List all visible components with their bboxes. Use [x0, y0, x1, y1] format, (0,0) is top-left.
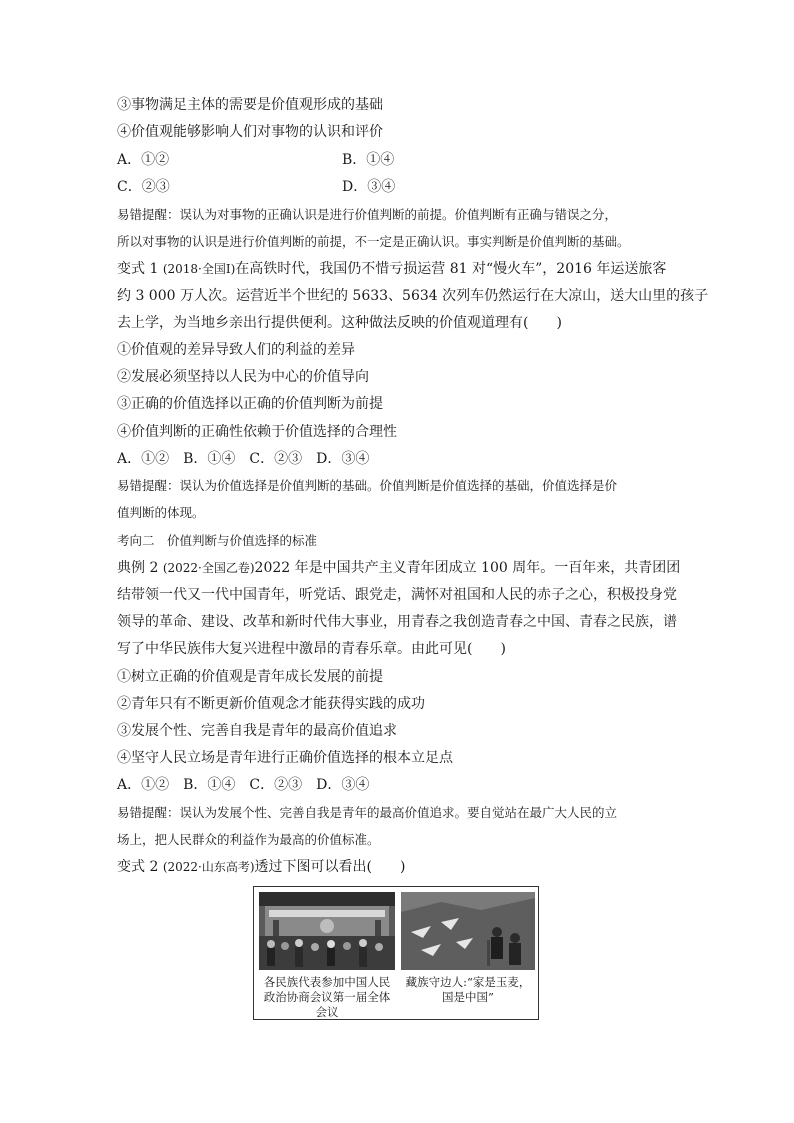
- variant-2-heading: [117, 857, 687, 877]
- example-2-source: (2022·全国乙卷): [162, 561, 255, 575]
- variant-1-option-4: ④价值判断的正确性依赖于价值选择的合理性: [117, 424, 397, 440]
- variant-1-line2: 约 3 000 万人次。运营近半个世纪的 5633、5634 次列车仍然运行在大凉山，送大山里的孩子: [117, 288, 709, 304]
- section-heading: 考向二 价值判断与价值选择的标准: [117, 533, 318, 548]
- example-2-line3: 领导的革命、建设、改革和新时代伟大事业，用青春之我创造青春之中国、青春之民族，谱: [117, 614, 677, 630]
- variant-2-tag: 变式 2: [117, 859, 159, 875]
- variant-1-choices: A．①② B．①④ C．②③ D．③④: [117, 451, 370, 467]
- error-tip-2-line1: 易错提醒：误认为价值选择是价值判断的基础。价值判断是价值选择的基础，价值选择是价: [117, 478, 618, 493]
- error-tip-3-line2: 场上，把人民群众的利益作为最高的价值标准。: [117, 832, 380, 847]
- caption-right: 藏族守边人:“家是玉麦，国是中国”: [405, 975, 531, 1004]
- error-tip-1-line2: 所以对事物的认识是进行价值判断的前提，不一定是正确认识。事实判断是价值判断的基础。: [117, 234, 630, 249]
- choice-a: A．①②: [117, 152, 170, 168]
- variant-1-option-3: ③正确的价值选择以正确的价值判断为前提: [117, 396, 383, 412]
- example-2-option-1: ①树立正确的价值观是青年成长发展的前提: [117, 669, 383, 685]
- example-2-line4: 写了中华民族伟大复兴进程中激昂的青春乐章。由此可见( ): [117, 641, 506, 657]
- example-2-text: 2022 年是中国共产主义青年团成立 100 周年。一百年来，共青团团: [254, 560, 681, 576]
- choice-b: B．①④: [342, 152, 395, 168]
- photo-tibetan-border-guards: [401, 892, 535, 970]
- example-2-choices: A．①② B．①④ C．②③ D．③④: [117, 777, 370, 793]
- error-tip-3-line1: 易错提醒：误认为发展个性、完善自我是青年的最高价值追求。要自觉站在最广大人民的立: [117, 805, 618, 820]
- example-2-heading: [117, 558, 687, 578]
- variant-1-source: (2018·全国Ⅰ): [162, 262, 236, 276]
- variant-1-heading: [117, 259, 687, 279]
- variant-1-text: 在高铁时代，我国仍不惜亏损运营 81 对“慢火车”，2016 年运送旅客: [235, 261, 667, 277]
- option-4: ④价值观能够影响人们对事物的认识和评价: [117, 124, 383, 140]
- photo-cppcc-meeting: [259, 892, 395, 970]
- error-tip-2-line2: 值判断的体现。: [117, 505, 205, 520]
- photo-border-image: [401, 892, 535, 970]
- caption-left: 各民族代表参加中国人民政治协商会议第一届全体会议: [263, 975, 391, 1019]
- variant-2-source: (2022·山东高考): [162, 860, 255, 874]
- example-2-option-4: ④坚守人民立场是青年进行正确价值选择的根本立足点: [117, 750, 453, 766]
- variant-1-option-2: ②发展必须坚持以人民为中心的价值导向: [117, 369, 369, 385]
- choice-d: D．③④: [342, 179, 396, 195]
- variant-1-tag: 变式 1: [117, 261, 159, 277]
- example-2-option-3: ③发展个性、完善自我是青年的最高价值追求: [117, 723, 397, 739]
- option-3: ③事物满足主体的需要是价值观形成的基础: [117, 97, 383, 113]
- example-2-option-2: ②青年只有不断更新价值观念才能获得实践的成功: [117, 696, 425, 712]
- variant-1-option-1: ①价值观的差异导致人们的利益的差异: [117, 342, 355, 358]
- variant-2-text: 透过下图可以看出( ): [254, 859, 406, 875]
- choice-c: C．②③: [117, 179, 170, 195]
- figure-box: [253, 886, 539, 1020]
- example-2-line2: 结带领一代又一代中国青年，听党话、跟党走，满怀对祖国和人民的赤子之心，积极投身党: [117, 587, 677, 603]
- variant-1-line3: 去上学，为当地乡亲出行提供便利。这种做法反映的价值观道理有( ): [117, 315, 562, 331]
- example-2-tag: 典例 2: [117, 560, 159, 576]
- photo-cppcc-image: [259, 892, 395, 970]
- error-tip-1-line1: 易错提醒：误认为对事物的正确认识是进行价值判断的前提。价值判断有正确与错误之分，: [117, 207, 618, 222]
